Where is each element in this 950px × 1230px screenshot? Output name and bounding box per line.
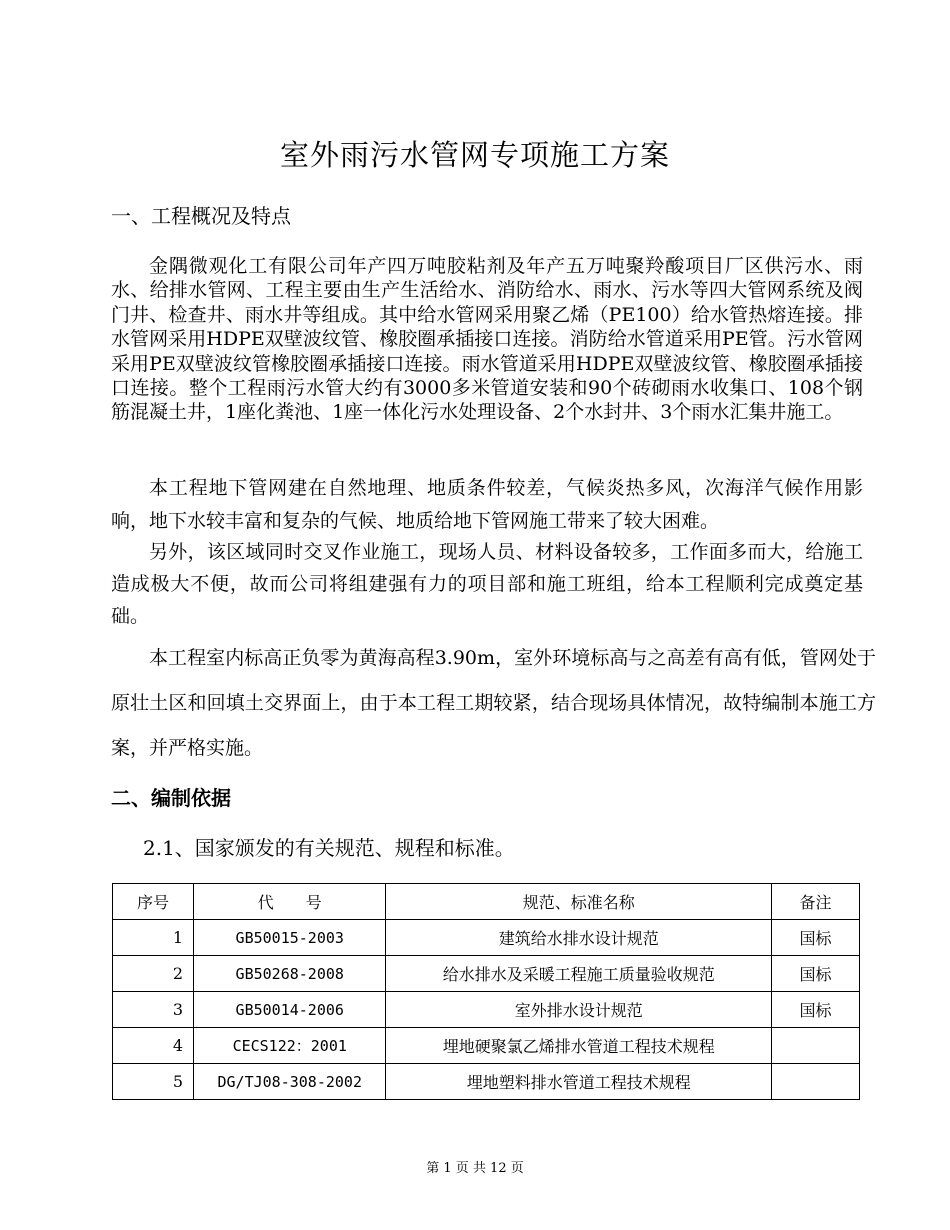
paragraph-overview: 金隅微观化工有限公司年产四万吨胶粘剂及年产五万吨聚羚酸项目厂区供污水、雨水、给排水管网、工程主要由生产生活给水、消防给水、雨水、污水等四大管网系统及阀门井、检查井、雨水井等组成。其中给水管网采用聚乙烯（PE100）给水管热熔连接。排水管网采用HDPE双壁波纹管、橡胶圈承插接口连接。消防给水管道采用PE管。污水管网采用PE双壁波纹管橡胶圈承插接口连接。雨水管道采用HDPE双壁波纹管、橡胶圈承插接口连接。整个工程雨污水管大约有3000多米管道安装和90个砖砌雨水收集口、108个钢筋混凝土井，1座化粪池、1座一体化污水处理设备、2个水封井、3个雨水汇集井施工。 [111, 255, 863, 424]
cell-no: 3 [113, 992, 194, 1028]
table-row [113, 1064, 860, 1100]
cell-note: 国标 [772, 920, 860, 956]
cell-note: 国标 [772, 992, 860, 1028]
header-no: 序号 [113, 884, 194, 920]
cell-name: 埋地塑料排水管道工程技术规程 [386, 1064, 772, 1100]
cell-no: 5 [113, 1064, 194, 1100]
table-row [113, 920, 860, 956]
page-footer: 第 1 页 共 12 页 [426, 1161, 524, 1176]
cell-code: GB50015-2003 [194, 920, 386, 956]
paragraph-elevation: 本工程室内标高正负零为黄海高程3.90m，室外环境标高与之高差有高有低，管网处于原壮土区和回填土交界面上，由于本工程工期较紧，结合现场具体情况，故特编制本施工方案，并严格实施。 [111, 647, 876, 759]
cell-note: 国标 [772, 956, 860, 992]
section2-heading: 二、编制依据 [111, 786, 231, 810]
cell-code: GB50268-2008 [194, 956, 386, 992]
cell-name: 埋地硬聚氯乙烯排水管道工程技术规程 [386, 1028, 772, 1064]
paragraph-site: 另外，该区域同时交叉作业施工，现场人员、材料设备较多，工作面多而大，给施工造成极大不便，故而公司将组建强有力的项目部和施工班组，给本工程顺利完成奠定基础。 [111, 541, 863, 627]
table-row [113, 992, 860, 1028]
table-row [113, 1028, 860, 1064]
cell-no: 4 [113, 1028, 194, 1064]
cell-name: 建筑给水排水设计规范 [386, 920, 772, 956]
cell-name: 室外排水设计规范 [386, 992, 772, 1028]
cell-code: CECS122：2001 [194, 1028, 386, 1064]
document-title: 室外雨污水管网专项施工方案 [279, 138, 670, 172]
table-row [113, 956, 860, 992]
cell-note [772, 1064, 860, 1100]
cell-no: 2 [113, 956, 194, 992]
header-name: 规范、标准名称 [386, 884, 772, 920]
cell-no: 1 [113, 920, 194, 956]
paragraph-conditions: 本工程地下管网建在自然地理、地质条件较差，气候炎热多风，次海洋气候作用影响，地下水较丰富和复杂的气候、地质给地下管网施工带来了较大困难。 [111, 477, 863, 532]
cell-note [772, 1028, 860, 1064]
header-code: 代 号 [194, 884, 386, 920]
section1-heading: 一、工程概况及特点 [111, 204, 291, 228]
table-header-row [113, 884, 860, 920]
cell-code: DG/TJ08-308-2002 [194, 1064, 386, 1100]
cell-name: 给水排水及采暖工程施工质量验收规范 [386, 956, 772, 992]
section2-subheading: 2.1、国家颁发的有关规范、规程和标准。 [143, 836, 515, 860]
cell-code: GB50014-2006 [194, 992, 386, 1028]
header-note: 备注 [772, 884, 860, 920]
standards-table [112, 883, 860, 1100]
